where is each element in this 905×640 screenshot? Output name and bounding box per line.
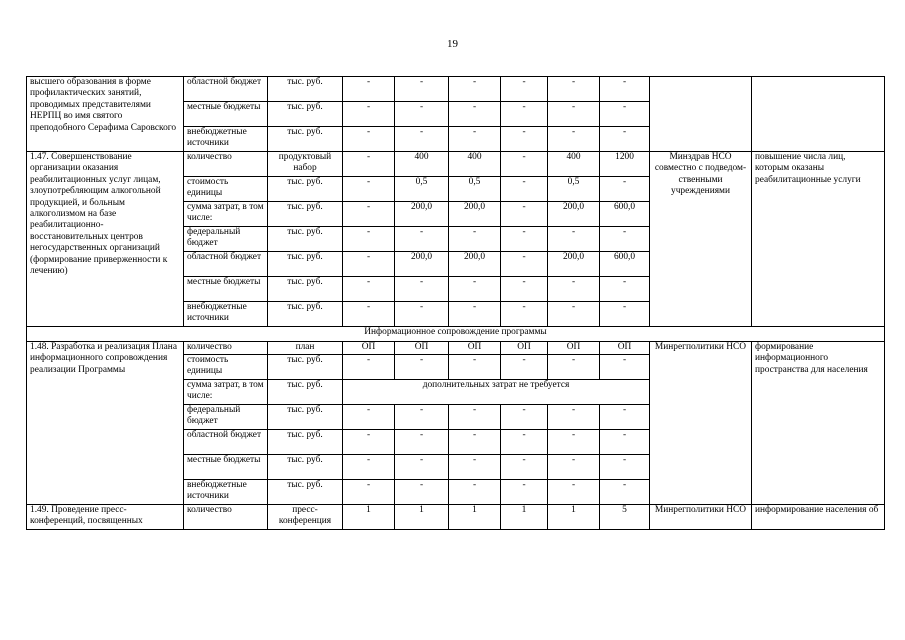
value-cell: - [395, 127, 449, 152]
value-cell: - [548, 430, 600, 455]
indicator-cell: количество [184, 342, 268, 355]
value-cell: - [395, 102, 449, 127]
indicator-cell: местные бюджеты [184, 455, 268, 480]
executor-cell: Минрегполитики НСО [650, 505, 752, 530]
value-cell: - [548, 355, 600, 380]
unit-cell: тыс. руб. [268, 380, 343, 405]
unit-cell: тыс. руб. [268, 202, 343, 227]
value-cell: 1 [343, 505, 395, 530]
value-cell: - [548, 227, 600, 252]
value-cell: - [501, 252, 548, 277]
value-cell: - [343, 480, 395, 505]
measure-description: 1.49. Проведение пресс-конференций, посвященных [27, 505, 184, 530]
indicator-cell: местные бюджеты [184, 102, 268, 127]
unit-cell: пресс-конференция [268, 505, 343, 530]
value-cell: - [548, 102, 600, 127]
value-cell: - [343, 152, 395, 177]
indicator-cell: сумма затрат, в том числе: [184, 380, 268, 405]
measure-description: 1.48. Разработка и реализация Плана информационного сопровождения реализации Программы [27, 342, 184, 505]
value-cell: 200,0 [395, 202, 449, 227]
unit-cell: тыс. руб. [268, 355, 343, 380]
indicator-cell: стоимость единицы [184, 177, 268, 202]
value-cell: - [501, 77, 548, 102]
value-cell: 1 [395, 505, 449, 530]
value-cell: - [501, 455, 548, 480]
value-cell: - [343, 177, 395, 202]
value-cell: - [548, 405, 600, 430]
value-cell: - [343, 252, 395, 277]
value-cell: 0,5 [548, 177, 600, 202]
value-cell: - [600, 355, 650, 380]
result-cell: повышение числа лиц, которым оказаны реабилитационные услуги [752, 152, 885, 327]
value-cell: - [343, 102, 395, 127]
value-cell: - [548, 277, 600, 302]
value-cell: - [449, 277, 501, 302]
value-cell: - [501, 152, 548, 177]
unit-cell: тыс. руб. [268, 127, 343, 152]
value-cell: 600,0 [600, 252, 650, 277]
value-cell: ОП [395, 342, 449, 355]
value-cell: - [395, 430, 449, 455]
unit-cell: тыс. руб. [268, 455, 343, 480]
value-cell: - [600, 177, 650, 202]
value-cell: 400 [449, 152, 501, 177]
value-cell: 200,0 [449, 252, 501, 277]
value-cell: - [600, 227, 650, 252]
value-cell: 5 [600, 505, 650, 530]
indicator-cell: внебюджетные источники [184, 127, 268, 152]
value-cell: - [343, 430, 395, 455]
value-cell: - [449, 355, 501, 380]
section-heading: Информационное сопровождение программы [27, 327, 885, 342]
indicator-cell: внебюджетные источники [184, 480, 268, 505]
indicator-cell: количество [184, 505, 268, 530]
value-cell: 200,0 [449, 202, 501, 227]
value-cell: - [449, 405, 501, 430]
value-cell: - [501, 127, 548, 152]
value-cell: - [343, 77, 395, 102]
value-cell: - [600, 302, 650, 327]
value-cell: - [600, 102, 650, 127]
value-cell: 200,0 [548, 252, 600, 277]
value-cell: - [501, 227, 548, 252]
unit-cell: тыс. руб. [268, 430, 343, 455]
value-cell: - [395, 227, 449, 252]
value-cell: - [548, 455, 600, 480]
indicator-cell: внебюджетные источники [184, 302, 268, 327]
value-cell: - [395, 455, 449, 480]
value-cell: - [600, 405, 650, 430]
unit-cell: продуктовый набор [268, 152, 343, 177]
value-cell: - [501, 302, 548, 327]
value-cell: - [449, 102, 501, 127]
value-cell: 0,5 [449, 177, 501, 202]
value-cell: - [501, 202, 548, 227]
value-cell: - [600, 455, 650, 480]
value-cell: - [395, 77, 449, 102]
value-cell: - [501, 277, 548, 302]
unit-cell: тыс. руб. [268, 480, 343, 505]
result-cell: формирование информационного пространства для населения [752, 342, 885, 505]
value-cell: - [449, 430, 501, 455]
value-cell: - [343, 302, 395, 327]
value-cell: - [501, 480, 548, 505]
page-number: 19 [447, 38, 458, 50]
unit-cell: тыс. руб. [268, 252, 343, 277]
result-cell [752, 77, 885, 152]
value-cell: ОП [501, 342, 548, 355]
value-cell: - [449, 455, 501, 480]
value-cell: 400 [548, 152, 600, 177]
indicator-cell: областной бюджет [184, 430, 268, 455]
value-cell: 1 [501, 505, 548, 530]
value-cell: 200,0 [395, 252, 449, 277]
value-cell: - [343, 227, 395, 252]
indicator-cell: федеральный бюджет [184, 405, 268, 430]
value-cell: - [343, 127, 395, 152]
unit-cell: тыс. руб. [268, 177, 343, 202]
value-cell: 1 [548, 505, 600, 530]
value-cell: - [343, 455, 395, 480]
value-cell: - [395, 277, 449, 302]
measure-description: 1.47. Совершенствование организации оказания реабилитационных услуг лицам, злоупотребляющим алкогольной продукцией, и больным алкоголизмом на базе реабилитационно-восстановительных центров негосударственных организаций (формирование приверженности к лечению) [27, 152, 184, 327]
value-cell: - [501, 355, 548, 380]
value-cell: - [548, 127, 600, 152]
value-cell: - [343, 355, 395, 380]
unit-cell: план [268, 342, 343, 355]
table-row [27, 327, 885, 342]
value-cell: ОП [548, 342, 600, 355]
unit-cell: тыс. руб. [268, 277, 343, 302]
value-cell: - [548, 480, 600, 505]
measure-description: высшего образования в форме профилактических занятий, проводимых представителями НЕРПЦ во имя святого преподобного Серафима Саровского [27, 77, 184, 152]
unit-cell: тыс. руб. [268, 405, 343, 430]
indicator-cell: стоимость единицы [184, 355, 268, 380]
unit-cell: тыс. руб. [268, 102, 343, 127]
value-cell: - [501, 430, 548, 455]
table-row [27, 152, 885, 177]
executor-cell: Минздрав НСО совместно с подведом-ственными учреждениями [650, 152, 752, 327]
unit-cell: тыс. руб. [268, 302, 343, 327]
value-cell: - [395, 355, 449, 380]
value-cell: - [501, 102, 548, 127]
indicator-cell: областной бюджет [184, 252, 268, 277]
value-cell: 1 [449, 505, 501, 530]
unit-cell: тыс. руб. [268, 77, 343, 102]
value-cell: - [395, 302, 449, 327]
table-row [27, 77, 885, 102]
value-cell: 1200 [600, 152, 650, 177]
value-cell: ОП [343, 342, 395, 355]
value-cell: - [395, 405, 449, 430]
value-cell: ОП [600, 342, 650, 355]
program-table [26, 76, 885, 530]
indicator-cell: сумма затрат, в том числе: [184, 202, 268, 227]
executor-cell: Минрегполитики НСО [650, 342, 752, 505]
indicator-cell: областной бюджет [184, 77, 268, 102]
result-cell: информирование населения об [752, 505, 885, 530]
value-cell: 200,0 [548, 202, 600, 227]
value-cell: - [501, 405, 548, 430]
value-cell: ОП [449, 342, 501, 355]
value-cell: - [600, 127, 650, 152]
executor-cell [650, 77, 752, 152]
value-cell: - [449, 127, 501, 152]
value-cell: - [600, 480, 650, 505]
value-cell: - [343, 405, 395, 430]
value-cell: - [449, 77, 501, 102]
value-cell: 400 [395, 152, 449, 177]
value-cell: - [548, 77, 600, 102]
indicator-cell: местные бюджеты [184, 277, 268, 302]
value-cell: - [343, 202, 395, 227]
unit-cell: тыс. руб. [268, 227, 343, 252]
merged-note-cell: дополнительных затрат не требуется [343, 380, 650, 405]
value-cell: - [449, 227, 501, 252]
value-cell: - [548, 302, 600, 327]
value-cell: - [600, 430, 650, 455]
value-cell: - [600, 277, 650, 302]
value-cell: - [600, 77, 650, 102]
value-cell: 0,5 [395, 177, 449, 202]
value-cell: - [449, 480, 501, 505]
value-cell: 600,0 [600, 202, 650, 227]
value-cell: - [501, 177, 548, 202]
table-row [27, 342, 885, 355]
value-cell: - [343, 277, 395, 302]
table-row [27, 505, 885, 530]
value-cell: - [449, 302, 501, 327]
indicator-cell: федеральный бюджет [184, 227, 268, 252]
value-cell: - [395, 480, 449, 505]
indicator-cell: количество [184, 152, 268, 177]
